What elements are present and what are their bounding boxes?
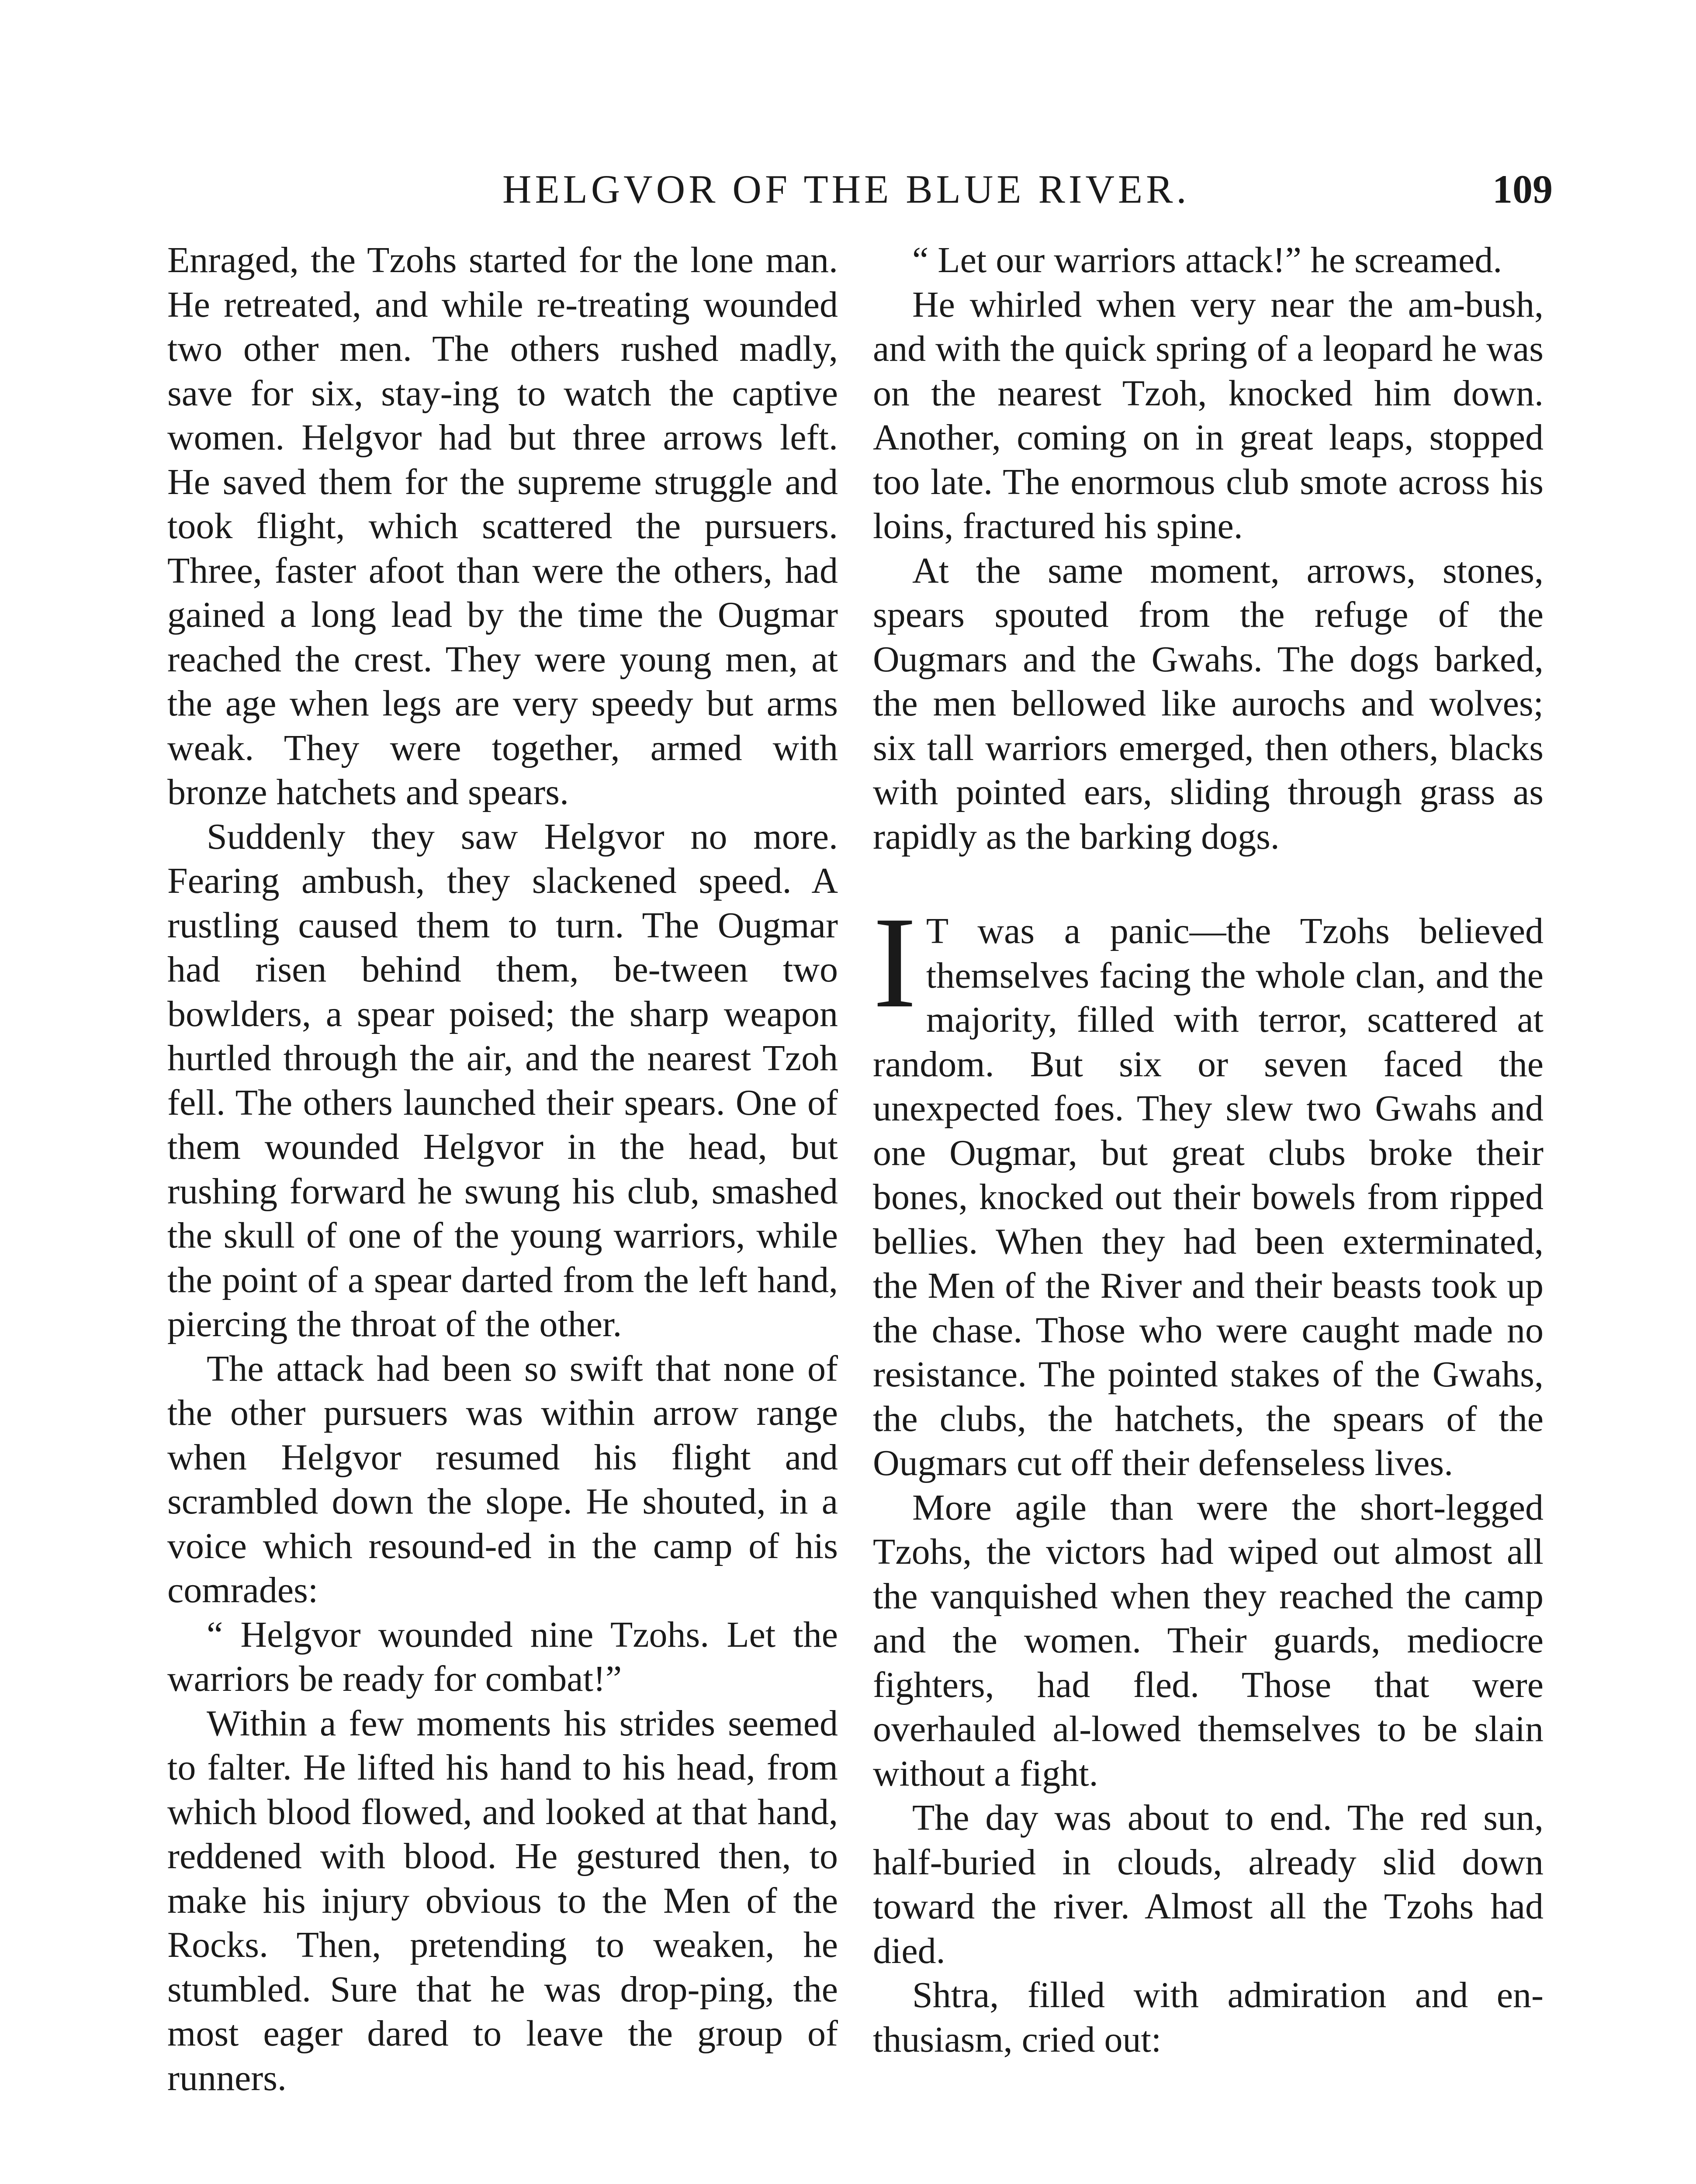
page-number: 109 — [1492, 167, 1553, 211]
right-column — [873, 238, 1544, 2062]
paragraph: Suddenly they saw Helgvor no more. Fearing ambush, they slackened speed. A rustling caused them to turn. The Ougmar had risen behind them, be-tween two bowlders, a spear poised; the sharp weapon hurtled through the air, and the nearest Tzoh fell. The others launched their spears. One of them wounded Helgvor in the head, but rushing forward he swung his club, smashed the skull of one of the young warriors, while the point of a spear darted from the left hand, piercing the throat of the other. — [167, 816, 838, 1344]
paragraph: At the same moment, arrows, stones, spears spouted from the refuge of the Ougmars and the Gwahs. The dogs barked, the men bellowed like aurochs and wolves; six tall warriors emerged, then others, blacks with pointed ears, sliding through grass as rapidly as the barking dogs. — [873, 550, 1544, 857]
drop-cap: I — [873, 890, 917, 1035]
paragraph: The attack had been so swift that none of the other pursuers was within arrow range when Helgvor resumed his flight and scrambled down the slope. He shouted, in a voice which resound-ed in the camp of his comrades: — [167, 1348, 838, 1610]
paragraph: “ Let our warriors attack!” he screamed. — [912, 240, 1502, 280]
paragraph: Enraged, the Tzohs started for the lone man. He retreated, and while re-treating wounded two other men. The others rushed madly, save for six, stay-ing to watch the captive women. Helgvor had but three arrows left. He saved them for the supreme struggle and took flight, which scattered the pursuers. Three, faster afoot than were the others, had gained a long lead by the time the Ougmar reached the crest. They were young men, at the age when legs are very speedy but arms weak. They were together, armed with bronze hatchets and spears. — [167, 240, 838, 812]
paragraph: The day was about to end. The red sun, half-buried in clouds, already slid down toward the river. Almost all the Tzohs had died. — [873, 1797, 1544, 1971]
paragraph: More agile than were the short-legged Tzohs, the victors had wiped out almost all the vanquished when they reached the camp and the women. Their guards, mediocre fighters, had fled. Those that were overhauled al-lowed themselves to be slain without a fight. — [873, 1487, 1544, 1794]
left-column — [167, 238, 838, 2100]
paragraph: Within a few moments his strides seemed to falter. He lifted his hand to his head, from which blood flowed, and looked at that hand, reddened with blood. He gestured then, to make his injury obvious to the Men of the Rocks. Then, pretending to weaken, he stumbled. Sure that he was drop-ping, the most eager dared to leave the group of runners. — [167, 1703, 838, 2098]
paragraph: “ Helgvor wounded nine Tzohs. Let the warriors be ready for combat!” — [167, 1614, 838, 1699]
paragraph: He whirled when very near the am-bush, and with the quick spring of a leopard he was on the nearest Tzoh, knocked him down. Another, coming on in great leaps, stopped too late. The enormous club smote across his loins, fractured his spine. — [873, 284, 1544, 546]
section-opening-paragraph — [873, 890, 1544, 1486]
section-opening-text: T was a panic—the Tzohs believed themselves facing the whole clan, and the majority, filled with terror, scattered at random. But six or seven faced the unexpected foes. They slew two Gwahs and one Ougmar, but great clubs broke their bones, knocked out their bowels from ripped bellies. When they had been exterminated, the Men of the River and their beasts took up the chase. Those who were caught made no resistance. The pointed stakes of the Gwahs, the clubs, the hatchets, the spears of the Ougmars cut off their defenseless lives. — [873, 911, 1544, 1483]
page-header — [0, 166, 1696, 227]
paragraph: Shtra, filled with admiration and en-thusiasm, cried out: — [873, 1975, 1544, 2060]
running-title: HELGVOR OF THE BLUE RIVER. — [502, 167, 1190, 211]
